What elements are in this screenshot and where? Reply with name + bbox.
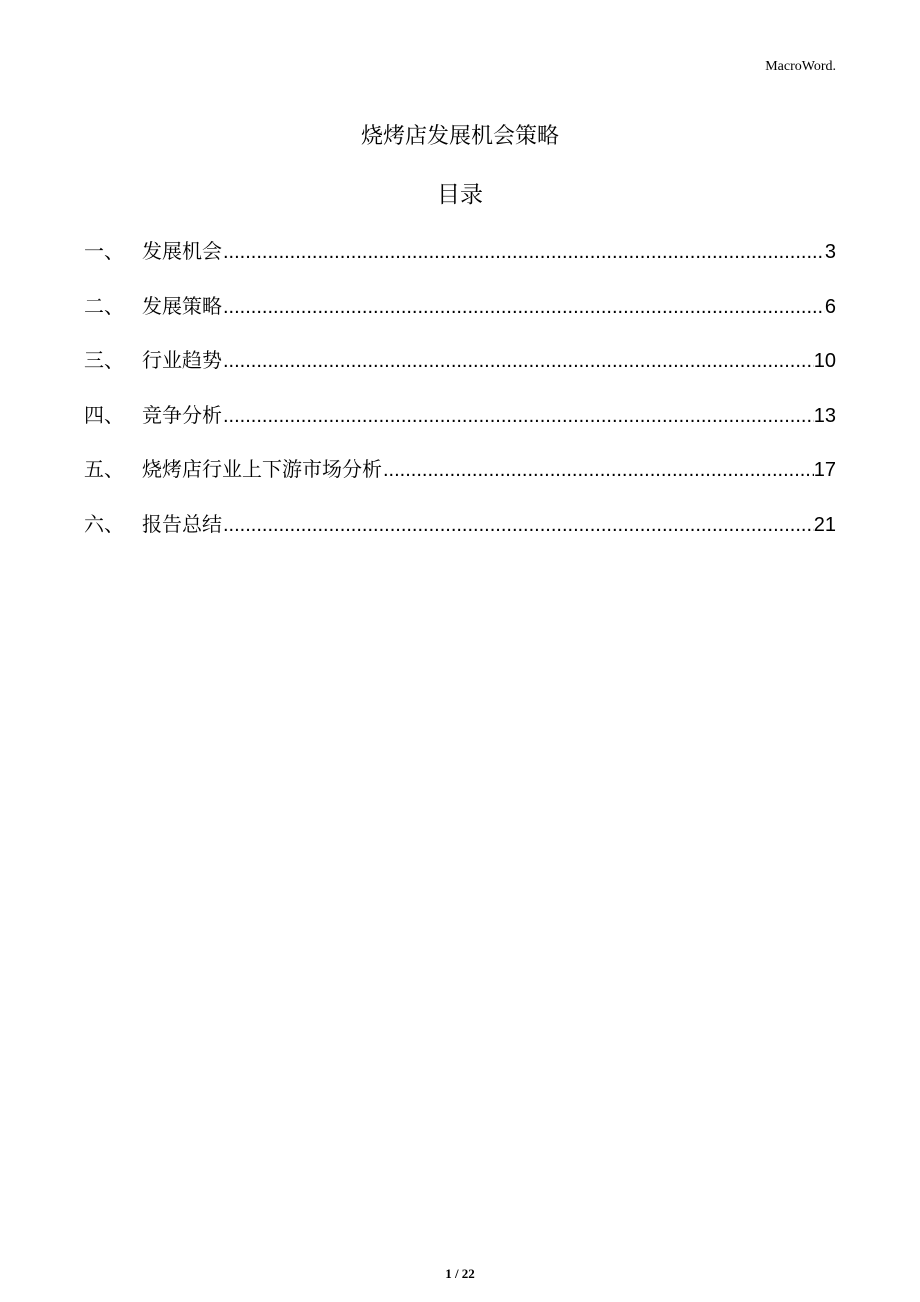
header-brand: MacroWord.: [765, 59, 836, 74]
toc-dot-leader: [222, 346, 814, 376]
toc-entry-label: 发展策略: [142, 293, 222, 318]
toc-entry-label: 竞争分析: [142, 402, 222, 427]
toc-entry-number: 五、: [84, 457, 124, 481]
toc-entry-number: 四、: [84, 402, 124, 427]
toc-entry-label: 烧烤店行业上下游市场分析: [142, 457, 382, 481]
page-number-footer: 1 / 22: [445, 1266, 475, 1281]
toc-dot-leader: [382, 455, 814, 485]
toc-entry-page: 3: [824, 241, 836, 263]
toc-entry-page: 21: [813, 513, 836, 536]
toc-dot-leader: [222, 401, 814, 431]
toc-entry-label: 发展机会: [142, 239, 222, 263]
toc-entry-page: 10: [813, 350, 836, 372]
toc-entry-number: 六、: [84, 511, 124, 536]
toc-dot-leader: [222, 292, 825, 322]
toc-entry-number: 三、: [84, 348, 124, 372]
document-title: 烧烤店发展机会策略: [360, 124, 559, 149]
toc-entry-page: 6: [824, 295, 836, 318]
toc-entry-4[interactable]: [84, 400, 836, 455]
toc-dot-leader: [222, 510, 814, 540]
toc-entry-label: 报告总结: [142, 511, 222, 536]
toc-entry-5[interactable]: [84, 454, 836, 509]
toc-entry-3[interactable]: [84, 345, 836, 400]
toc-heading: 目录: [437, 182, 483, 208]
toc-dot-leader: [222, 237, 825, 267]
toc-entry-6[interactable]: [84, 509, 836, 564]
toc-entry-number: 二、: [84, 293, 124, 318]
toc-entry-label: 行业趋势: [142, 348, 222, 372]
toc-entry-1[interactable]: [84, 236, 836, 291]
toc-entry-2[interactable]: [84, 291, 836, 346]
toc-entry-page: 17: [813, 459, 836, 481]
toc-entry-number: 一、: [84, 239, 124, 263]
toc-entry-page: 13: [813, 404, 836, 427]
table-of-contents: [84, 236, 836, 563]
